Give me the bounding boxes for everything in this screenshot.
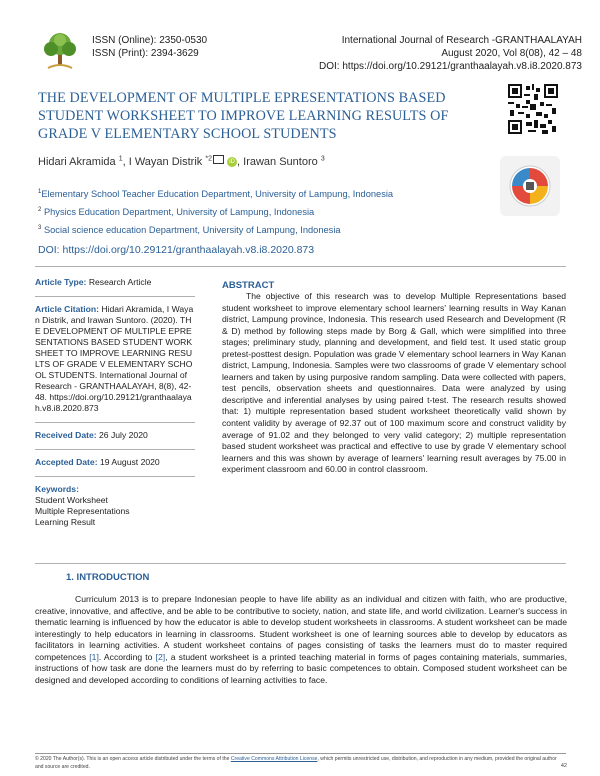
- affiliation-1-num: 1: [38, 189, 42, 195]
- author-3: , Irawan Suntoro: [237, 156, 318, 168]
- abstract-text: The objective of this research was to develop Multiple Representations based student worksheet to improve elementary school learners' learning results in Way Kanan district, Lampung province, Indonesia. This research used Research and Development (R & D) method by following steps made by Borg & Gall, which were simplified into three stages; preliminary study, planning and development, and field test. It used static group pretest-posttest design. Population was grade V elementary school learners in Way Kanan district, Lampung, Indonesia. Samples were two classrooms of grade V elementary school learners and taken by using purposive random sampling. Data were collected with papers, test pencils, observation sheets and questionnaires. Data were analyzed by using descriptive and inferential analyses by using paired t-test. The research results showed that: 1) multiple representation based student worksheet theoretically valid shown by content validity by average of 92.37 out of 100 maximum score and construct validity by average of 91.02 and they belonged to very valid category; 2) multiple representation based student worksheet was practical and effective to use by grade V elementary school learners and this was shown by average of learners' learning result averages by 75.00 in experiment classroom and 60.00 in control classroom.: [222, 291, 566, 475]
- affiliation-2-text: Physics Education Department, University of Lampung, Indonesia: [43, 207, 315, 218]
- paper-title: THE DEVELOPMENT OF MULTIPLE EPRESENTATIONS BASED STUDENT WORKSHEET TO IMPROVE LEARNING RESULTS OF GRADE V ELEMENTARY SCHOOL STUDENTS: [38, 90, 449, 142]
- qr-code-icon: [508, 84, 558, 134]
- introduction-heading: 1. INTRODUCTION: [66, 572, 150, 583]
- divider: [35, 422, 195, 423]
- accepted-value: 19 August 2020: [99, 457, 160, 467]
- divider: [35, 563, 566, 564]
- abstract-heading: ABSTRACT: [222, 280, 275, 291]
- affiliations: [38, 184, 393, 238]
- journal-issue: August 2020, Vol 8(08), 42 – 48: [441, 48, 582, 59]
- copyright-text: © 2020 The Author(s). This is an open access article distributed under the terms of the: [35, 756, 230, 762]
- intro-part-2: . According to: [98, 651, 156, 662]
- divider: [35, 266, 566, 267]
- affiliation-1-text: Elementary School Teacher Education Department, University of Lampung, Indonesia: [41, 189, 394, 200]
- journal-name: International Journal of Research -GRANTHAALAYAH: [341, 35, 582, 46]
- accepted-date: [35, 457, 195, 468]
- issn-block: [92, 34, 207, 60]
- header-doi[interactable]: DOI: https://doi.org/10.29121/granthaalayah.v8.i8.2020.873: [319, 61, 582, 72]
- issn-print: ISSN (Print): 2394-3629: [92, 48, 199, 59]
- received-label: Received Date:: [35, 430, 97, 440]
- crossmark-badge[interactable]: [500, 156, 560, 216]
- affiliation-2-num: 2: [38, 207, 42, 214]
- accepted-label: Accepted Date:: [35, 457, 98, 467]
- doi-link[interactable]: DOI: https://doi.org/10.29121/granthaalayah.v8.i8.2020.873: [38, 244, 315, 256]
- issn-online: ISSN (Online): 2350-0530: [92, 35, 208, 46]
- affiliation-3-num: 3: [38, 225, 42, 232]
- affiliation-3-text: Social science education Department, University of Lampung, Indonesia: [43, 225, 341, 236]
- divider: [35, 449, 195, 450]
- email-icon[interactable]: [213, 155, 224, 164]
- author-2: , I Wayan Distrik: [122, 156, 203, 168]
- affiliation-3: [38, 220, 393, 238]
- article-type-value: Research Article: [88, 277, 152, 287]
- received-date: [35, 430, 195, 441]
- keyword-item: Multiple Representations: [35, 506, 130, 516]
- page-number: 42: [560, 763, 567, 769]
- author-2-sup: *2: [205, 155, 212, 163]
- article-sidebar: [35, 277, 195, 528]
- keyword-item: Learning Result: [35, 517, 96, 527]
- author-1-sup: 1: [118, 155, 123, 163]
- citation-link[interactable]: [2]: [155, 651, 166, 662]
- divider: [35, 476, 195, 477]
- intro-part-1: Curriculum 2013 is to prepare Indonesian people to have life ability as an individual and citizen with faith, who are productive, creative, innovative, and affective, and be able to be contributive to society, nation, and state life, and world civilization. Learner's success in thematic learning is influenced by how the educator is able to develop student worksheets in classrooms. A student worksheet can be made interestingly to help educators in learning in classrooms. Student worksheet is one of learning sources able to develop by educators as facilitators in learning activities. A student worksheet contains of pages consisting of tasks the learners must do to master required competences: [35, 594, 567, 662]
- author-3-sup: 3: [320, 155, 325, 163]
- license-link[interactable]: Creative Commons Attribution License: [230, 756, 318, 762]
- citation-value: Hidari Akramida, I Wayan Distrik, and Irawan Suntoro. (2020). THE DEVELOPMENT OF MULTIPLE EPRESENTATIONS BASED STUDENT WORKSHEET TO IMPROVE LEARNING RESULTS OF GRADE V ELEMENTARY SCHOOL STUDENTS. International Journal of Research - GRANTHAALAYAH, 8(8), 42-48. https://doi.org/10.29121/granthaalayah.v8.i8.2020.873: [35, 304, 194, 413]
- article-type: [35, 277, 195, 288]
- keywords: [35, 484, 195, 528]
- divider: [35, 296, 195, 297]
- introduction-text: [35, 594, 567, 686]
- author-list: [38, 155, 325, 168]
- affiliation-2: [38, 202, 393, 220]
- journal-logo-icon: [38, 28, 82, 72]
- citation-link[interactable]: [1]: [89, 651, 99, 662]
- article-citation: [35, 304, 195, 414]
- orcid-icon[interactable]: iD: [227, 157, 237, 167]
- received-value: 26 July 2020: [99, 430, 148, 440]
- affiliation-1: [38, 184, 393, 202]
- citation-label: Article Citation:: [35, 304, 99, 314]
- license-footer: [35, 756, 566, 771]
- article-type-label: Article Type:: [35, 277, 87, 287]
- author-1: Hidari Akramida: [38, 156, 116, 168]
- license-rest: , which permits unrestricted use, distribution, and reproduction in any medium, provided the original author and source are credited.: [35, 756, 557, 770]
- keyword-item: Student Worksheet: [35, 495, 108, 505]
- intro-part-3: , a student worksheet is a printed teaching material in forms of pages containing materials, summaries, instructions of how task are done the learners must do by referring to basic competences to obtain. Composed student worksheet can be designed and developed according to conditions of learning activities to face.: [35, 651, 567, 685]
- journal-info: [319, 34, 582, 73]
- keywords-label: Keywords:: [35, 484, 79, 494]
- divider: [35, 753, 566, 754]
- crossmark-icon: [500, 156, 560, 216]
